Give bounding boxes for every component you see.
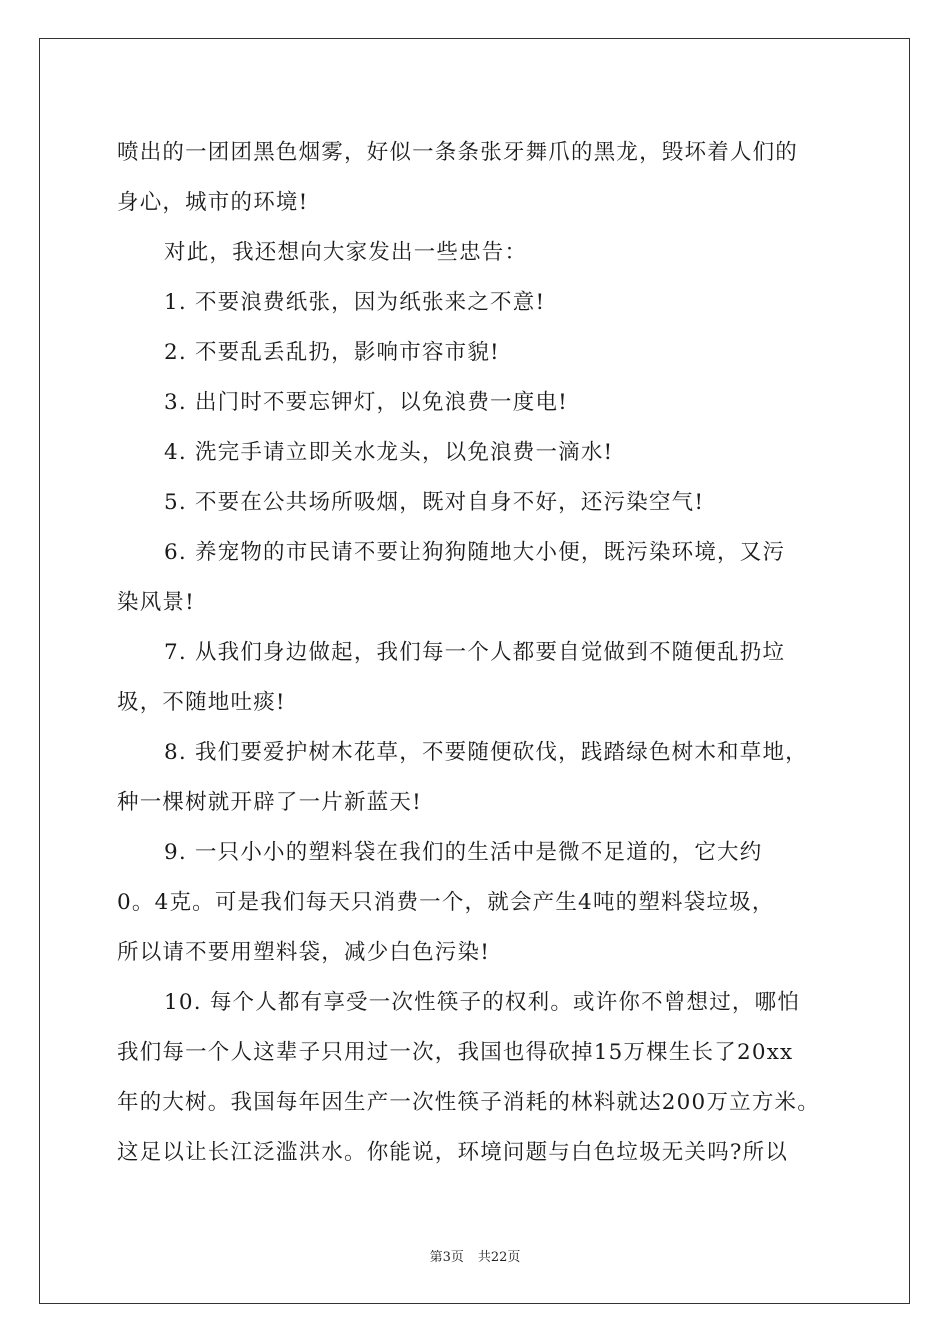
- text-line: 所以请不要用塑料袋，减少白色污染!: [117, 940, 491, 965]
- document-body: [117, 128, 837, 1178]
- text-line: 6. 养宠物的市民请不要让狗狗随地大小便，既污染环境，又污: [164, 540, 786, 565]
- text-line: 5. 不要在公共场所吸烟，既对自身不好，还污染空气!: [164, 490, 705, 515]
- text-line: 身心，城市的环境!: [117, 190, 309, 215]
- text-line: 4. 洗完手请立即关水龙头，以免浪费一滴水!: [164, 440, 614, 465]
- text-line: 9. 一只小小的塑料袋在我们的生活中是微不足道的，它大约: [164, 840, 763, 865]
- text-line: 喷出的一团团黑色烟雾，好似一条条张牙舞爪的黑龙，毁坏着人们的: [117, 140, 799, 165]
- text-line: 种一棵树就开辟了一片新蓝天!: [117, 790, 422, 815]
- text-line: 1. 不要浪费纸张，因为纸张来之不意!: [164, 290, 546, 315]
- text-line: 2. 不要乱丢乱扔，影响市容市貌!: [164, 340, 500, 365]
- text-line: 7. 从我们身边做起，我们每一个人都要自觉做到不随便乱扔垃: [164, 640, 786, 665]
- text-line: 年的大树。我国每年因生产一次性筷子消耗的林料就达200万立方米。: [117, 1090, 820, 1115]
- text-line: 我们每一个人这辈子只用过一次，我国也得砍掉15万棵生长了20xx: [117, 1040, 794, 1065]
- text-line: 对此，我还想向大家发出一些忠告：: [164, 240, 528, 265]
- page-footer: [0, 1246, 950, 1265]
- text-line: 3. 出门时不要忘钾灯，以免浪费一度电!: [164, 390, 568, 415]
- text-line: 染风景!: [117, 590, 195, 615]
- text-line: 10. 每个人都有享受一次性筷子的权利。或许你不曾想过，哪怕: [164, 990, 801, 1015]
- text-line: 0。4克。可是我们每天只消费一个，就会产生4吨的塑料袋垃圾，: [117, 890, 775, 915]
- page-number-current: 第3页: [429, 1250, 464, 1265]
- text-line: 圾，不随地吐痰!: [117, 690, 286, 715]
- page-number-total: 共22页: [477, 1250, 521, 1265]
- text-line: 8. 我们要爱护树木花草，不要随便砍伐，践踏绿色树木和草地，: [164, 740, 808, 765]
- text-line: 这足以让长江泛滥洪水。你能说，环境问题与白色垃圾无关吗?所以: [117, 1140, 789, 1165]
